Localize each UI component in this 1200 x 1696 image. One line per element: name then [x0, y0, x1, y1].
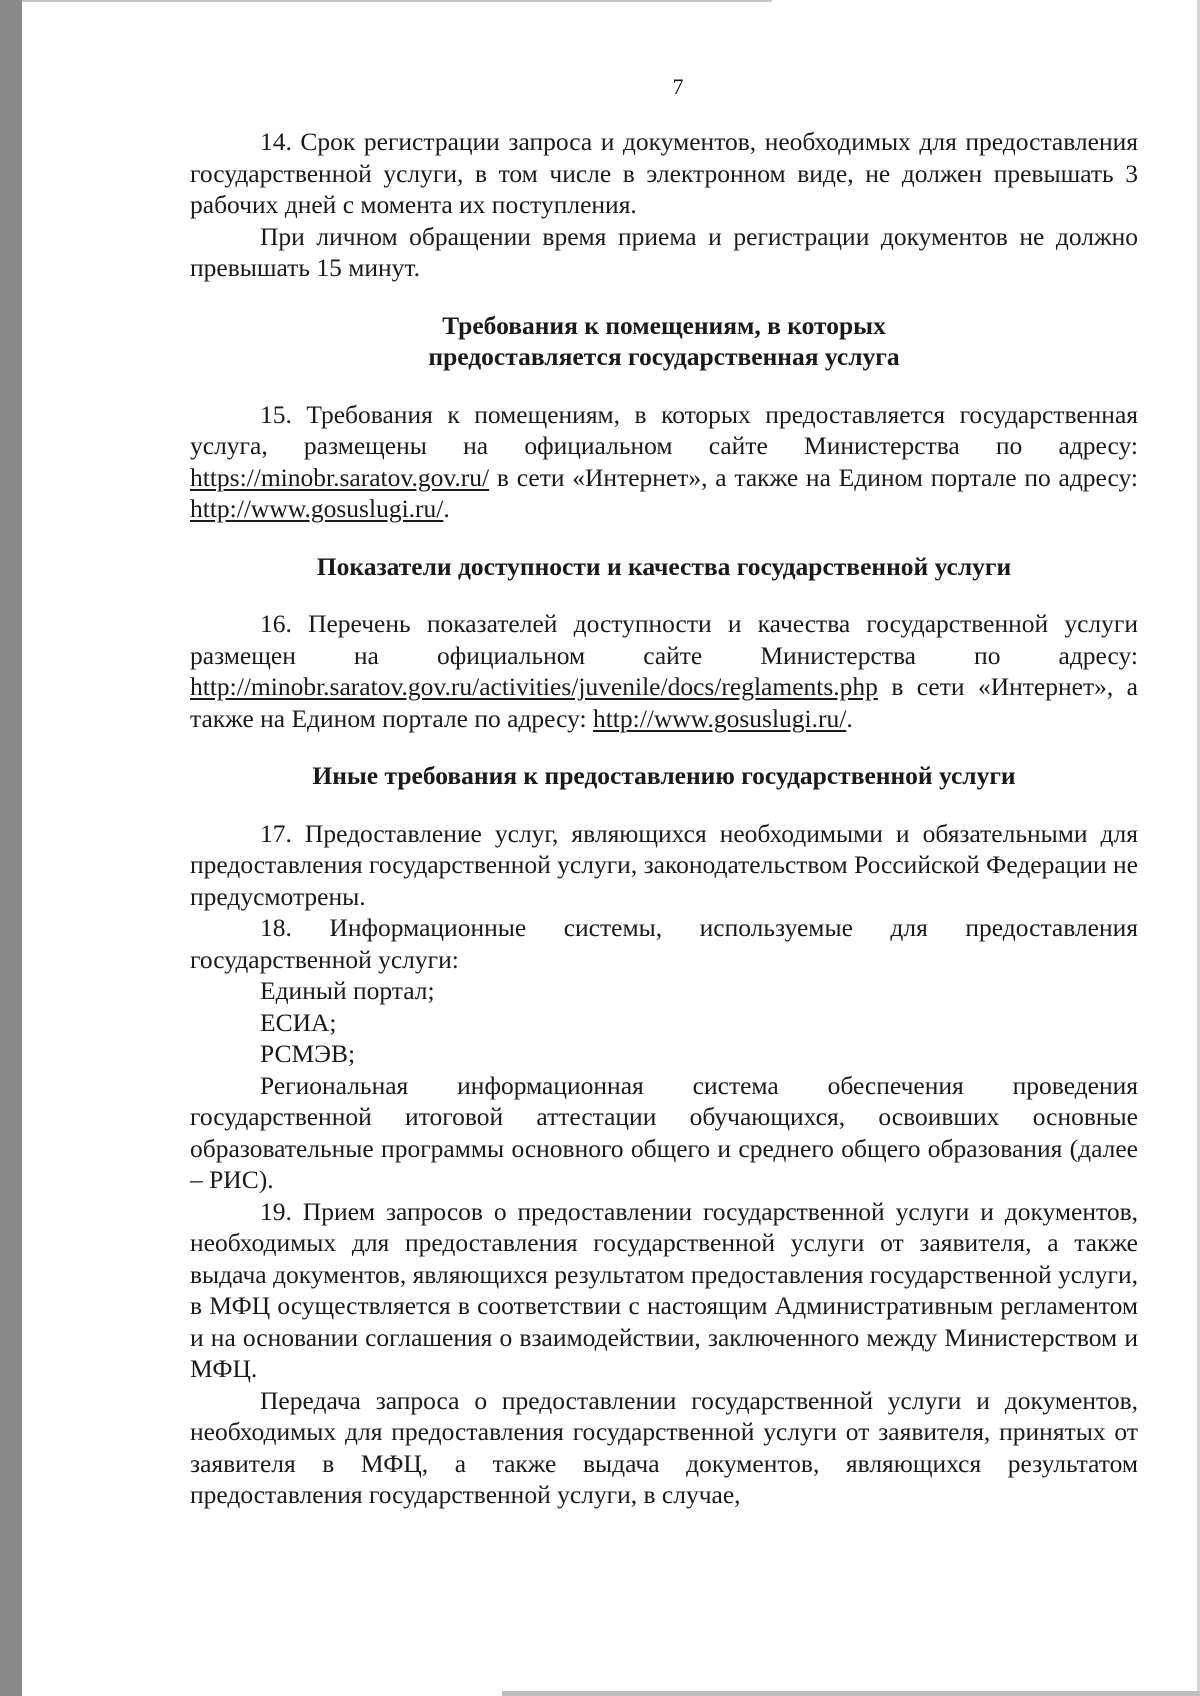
paragraph-ris: Региональная информационная система обеспечения проведения государственной итоговой аттестации обучающихся, освоивших основные образовательные программы основного общего и среднего общего образования (далее – РИС). — [190, 1070, 1138, 1194]
paragraph-15-text-1: 15. Требования к помещениям, в которых предоставляется государственная услуга, размещены на официальном сайте Министерства по адресу: — [190, 399, 1138, 460]
heading-premises-requirements — [190, 310, 1138, 373]
paragraph-16-text-2: в сети «Интернет», а также на Едином портале по адресу: — [190, 672, 1138, 733]
paragraph-15-text-3: . — [443, 494, 450, 523]
document-page — [22, 0, 1200, 1696]
list-item-single-portal: Единый портал; — [260, 976, 435, 1005]
paragraph-16 — [190, 608, 1138, 734]
document-body — [190, 126, 1138, 1511]
page-number: 7 — [672, 74, 684, 99]
list-item-rsmev: РСМЭВ; — [260, 1039, 356, 1068]
gosuslugi-link[interactable]: http://www.gosuslugi.ru/ — [190, 494, 444, 523]
paragraph-15 — [190, 399, 1138, 525]
paragraph-17: 17. Предоставление услуг, являющихся необходимыми и обязательными для предоставления государственной услуги, законодательством Российской Федерации не предусмотрены. — [190, 818, 1138, 911]
reglaments-link[interactable]: http://minobr.saratov.gov.ru/activities/juvenile/docs/reglaments.php — [190, 672, 878, 701]
paragraph-18: 18. Информационные системы, используемые для предоставления государственной услуги: — [190, 913, 1138, 974]
paragraph-16-text-3: . — [846, 703, 853, 733]
paragraph-15-text-2: в сети «Интернет», а также на Едином портале по адресу: — [489, 462, 1138, 492]
ministry-site-link[interactable]: https://minobr.saratov.gov.ru/ — [190, 462, 490, 492]
scan-edge-bottom — [502, 1691, 1200, 1696]
list-item-esia: ЕСИА; — [260, 1007, 337, 1037]
heading-other-requirements: Иные требования к предоставлению государственной услуги — [312, 761, 1016, 790]
paragraph-transfer: Передача запроса о предоставлении государственной услуги и документов, необходимых для предоставления государственной услуги от заявителя, принятых от заявителя в МФЦ, а также выдача документов, являющихся результатом предоставления государственной услуги, в случае, — [190, 1385, 1138, 1509]
heading-accessibility-indicators: Показатели доступности и качества государственной услуги — [316, 551, 1012, 581]
paragraph-14-personal-visit: При личном обращении время приема и регистрации документов не должно превышать 15 минут. — [190, 221, 1138, 282]
heading-premises-line-1: Требования к помещениям, в которых — [442, 310, 886, 340]
scan-edge-top — [22, 0, 772, 2]
paragraph-19: 19. Прием запросов о предоставлении государственной услуги и документов, необходимых для предоставления государственной услуги от заявителя, а также выдача документов, являющихся результатом предоставления государственной услуги, в МФЦ осуществляется в соответствии с настоящим Административным регламентом и на основании соглашения о взаимодействии, заключенного между Министерством и МФЦ. — [190, 1196, 1138, 1383]
paragraph-16-text-1: 16. Перечень показателей доступности и качества государственной услуги размещен на официальном сайте Министерства по адресу: — [190, 609, 1138, 670]
paragraph-14: 14. Срок регистрации запроса и документов, необходимых для предоставления государственной услуги, в том числе в электронном виде, не должен превышать 3 рабочих дней с момента их поступления. — [190, 127, 1138, 219]
gosuslugi-link-2[interactable]: http://www.gosuslugi.ru/ — [592, 703, 847, 733]
heading-premises-line-2: предоставляется государственная услуга — [428, 342, 900, 371]
